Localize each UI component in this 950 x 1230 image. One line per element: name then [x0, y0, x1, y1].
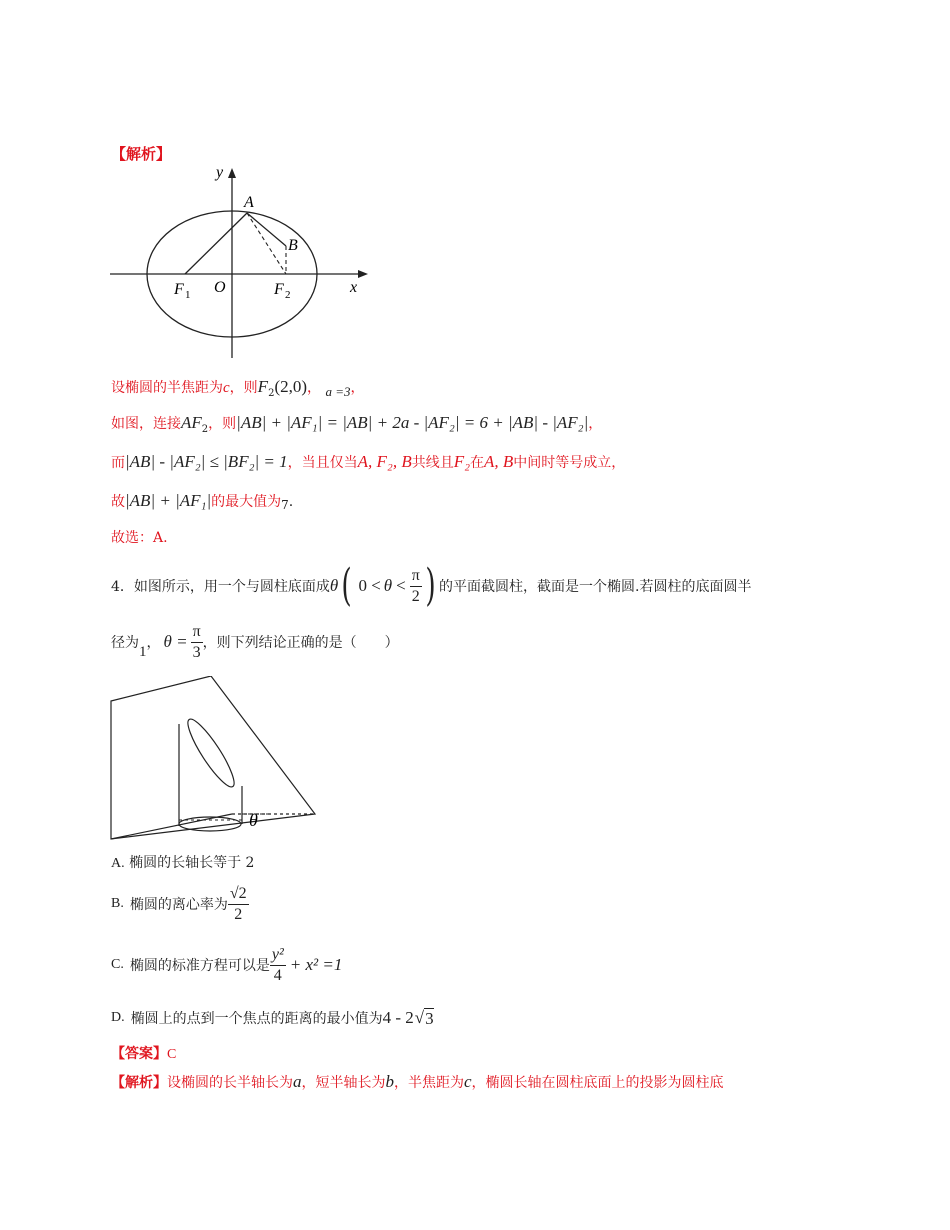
equation-rest: + x² =1 [289, 955, 343, 974]
label-f2-sub: 2 [285, 289, 291, 301]
label-y: y [216, 164, 224, 181]
var-theta: θ [329, 576, 339, 595]
label-x: x [350, 279, 358, 296]
question-text: 的平面截圆柱，截面是一个椭圆.若圆柱的底面圆半 [439, 579, 752, 595]
answer-value: C [167, 1047, 177, 1062]
option-b[interactable] [111, 881, 249, 927]
text: ，则 [208, 416, 237, 432]
option-a-label: A. [111, 856, 125, 871]
option-a-text: 椭圆的长轴长等于 2 [129, 855, 255, 871]
text: . [288, 494, 294, 510]
var-a: a [293, 1072, 302, 1091]
formula: |AB| - |AF₂| ≤ |BF₂| = 1 [125, 452, 288, 471]
sub: 2 [201, 423, 209, 435]
var-c: c [464, 1072, 472, 1091]
var-f2: F₂ [453, 452, 471, 471]
denominator: 4 [273, 966, 282, 984]
analysis-conclusion: 故选：A. [111, 530, 168, 546]
question-text: 4．如图所示，用一个与圆柱底面成 [111, 579, 330, 595]
text: 如图，连接 [111, 416, 181, 432]
text: 的最大值为 [211, 494, 282, 510]
analysis-line-1 [111, 377, 365, 399]
max-value: 7 [281, 498, 289, 512]
text: ，半焦距为 [394, 1075, 464, 1091]
cond-left: 0 < [358, 576, 381, 595]
cond-lt: < [396, 576, 406, 595]
denominator: 3 [192, 643, 201, 661]
numerator: y² [270, 945, 286, 966]
numerator: π [410, 566, 422, 587]
section-ellipse [182, 715, 241, 792]
text: ， [588, 416, 603, 432]
y-axis-arrow [228, 168, 236, 178]
option-d[interactable]: D. 椭圆上的点到一个焦点的距离的最小值为 4 - 2 √ 3 [111, 1008, 434, 1028]
answer-line [111, 1043, 176, 1063]
text: ， [146, 635, 161, 651]
fraction-pi-2 [410, 566, 422, 607]
text: ，当且仅当 [287, 455, 358, 471]
denominator: 2 [411, 587, 420, 605]
text: 设椭圆的半焦距为 [111, 380, 223, 396]
formula: |AB| + |AF₁| = |AB| + 2a - |AF₂| = 6 + |AB| - |AF₂| [236, 413, 589, 432]
option-d-text: 椭圆上的点到一个焦点的距离的最小值为 [130, 1011, 383, 1027]
radius-value: 1 [139, 643, 147, 660]
label-o: O [214, 279, 226, 296]
ellipse-figure [100, 160, 380, 365]
text: ， [350, 380, 365, 396]
points: A, F₂, B [357, 452, 412, 471]
cutting-plane [111, 676, 315, 839]
option-b-label: B. [111, 896, 124, 911]
angle-theta-label: θ [249, 810, 258, 830]
numerator: π [191, 622, 203, 643]
min-value: 4 - 2 [382, 1008, 414, 1027]
text: ，则 [229, 380, 258, 396]
var-af: AF [181, 413, 202, 432]
sub: 2 [268, 387, 275, 399]
segment-f1-a [185, 213, 247, 274]
label-b: B [288, 237, 298, 254]
analysis-line-3 [111, 452, 625, 472]
text: ，椭圆长轴在圆柱底面上的投影为圆柱底 [471, 1075, 724, 1091]
theta-eq: θ = [163, 632, 188, 651]
text: ，短半轴长为 [301, 1075, 386, 1091]
segment-a-b [247, 213, 286, 246]
text: 在 [470, 455, 485, 471]
x-axis-arrow [358, 270, 368, 278]
analysis-line-2 [111, 413, 602, 435]
option-c-text: 椭圆的标准方程可以是 [129, 958, 270, 974]
analysis-heading: 【解析】 [111, 145, 172, 163]
a-value: a =3 [325, 384, 351, 399]
var-b: b [385, 1072, 394, 1091]
sqrt-radicand: 3 [425, 1008, 434, 1028]
cylinder-figure [108, 676, 323, 844]
text: 设椭圆的长半轴长为 [167, 1075, 293, 1091]
text: ， [307, 380, 322, 396]
analysis-2-label: 【解析】 [111, 1075, 167, 1091]
question-text: 径为 [111, 635, 139, 651]
var-f: F [257, 377, 269, 396]
text: 而 [111, 455, 125, 471]
fraction-sqrt2-2 [228, 884, 249, 925]
option-c-label: C. [111, 957, 124, 972]
option-b-text: 椭圆的离心率为 [129, 897, 228, 913]
option-c[interactable] [111, 941, 342, 989]
label-f1: F [174, 281, 184, 298]
numerator: √2 [228, 884, 249, 905]
var-c: c [223, 380, 230, 396]
label-a: A [244, 194, 254, 211]
paren-left: ( [341, 560, 353, 611]
option-a[interactable] [111, 852, 254, 872]
cond-theta: θ [383, 576, 393, 595]
text: 中间时等号成立， [513, 455, 626, 471]
question-text: ，则下列结论正确的是（ ） [202, 635, 399, 651]
analysis-2-line [111, 1072, 724, 1092]
label-f2: F [274, 281, 284, 298]
question-4-line-1 [111, 562, 751, 610]
coord: (2,0) [274, 377, 308, 396]
answer-label: 【答案】 [111, 1046, 167, 1062]
denominator: 2 [234, 905, 243, 923]
analysis-line-4 [111, 491, 293, 511]
text: 故 [111, 494, 125, 510]
fraction-y2-4 [270, 945, 286, 986]
points: A, B [484, 452, 514, 471]
label-f1-sub: 1 [185, 289, 191, 301]
text: 共线且 [411, 455, 454, 471]
fraction-pi-3 [191, 622, 203, 663]
option-d-label: D. [111, 1010, 125, 1025]
question-4-line-2 [111, 618, 399, 666]
formula: |AB| + |AF₁| [125, 491, 212, 510]
paren-right: ) [425, 560, 436, 611]
